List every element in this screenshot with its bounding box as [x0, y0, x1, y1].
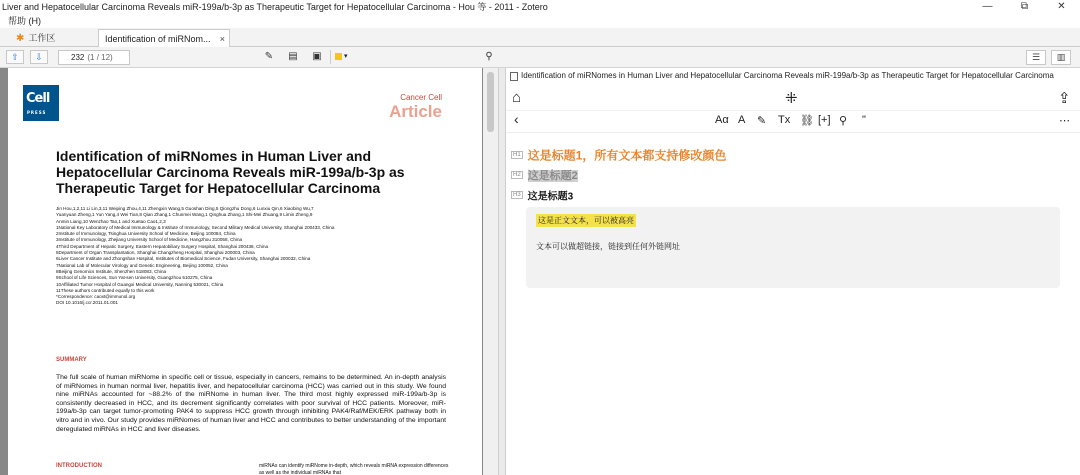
author-line: Yuanyuan Zheng,1 Yun Yang,4 Wei Tian,8 Qian Zhang,1 Chunmei Wang,1 Qinghua Zhang,1 Shi-Mei Zhuang,9 Limin Zheng,9: [56, 212, 313, 218]
highlight-pen-icon[interactable]: ✎: [264, 51, 274, 62]
search-icon[interactable]: ⚲: [839, 115, 848, 127]
article-title: Identification of miRNomes in Human Liver and Hepatocellular Carcinoma Reveals miR-199a/b-3p as Therapeutic Target for Hepatocellular Carcinoma: [56, 148, 405, 196]
document-icon: [510, 72, 518, 81]
note-annotation-icon[interactable]: ▤: [288, 51, 298, 62]
heading-1-row[interactable]: [511, 146, 726, 164]
affiliation-line: 4Third Department of Hepatic Surgery, Eastern Hepatobiliary Surgery Hospital, Shanghai 200438, China: [56, 243, 269, 249]
highlight-icon[interactable]: ✎: [757, 115, 767, 127]
chevron-down-icon: ▾: [343, 53, 348, 60]
quote-icon[interactable]: ": [862, 114, 866, 126]
clear-format-icon[interactable]: Tx: [778, 114, 791, 126]
tab-library-label: 工作区: [28, 33, 56, 43]
link-icon[interactable]: ⛓: [800, 115, 814, 127]
toggle-sidebar-button[interactable]: ☰: [1026, 50, 1046, 65]
pdf-scrollbar[interactable]: [483, 68, 498, 475]
author-affiliations: [56, 206, 446, 307]
journal-header: [389, 93, 442, 122]
affiliation-line: 5Department of Organ Transplantation, Shanghai Changzheng Hospital, Shanghai 200003, China: [56, 250, 255, 256]
scrollbar-thumb[interactable]: [487, 72, 494, 132]
highlighted-text[interactable]: 这是正文文本，可以被高亮: [538, 216, 634, 225]
previous-page-button[interactable]: ⇧: [6, 50, 24, 64]
introduction-heading: INTRODUCTION: [56, 463, 102, 469]
close-window-button[interactable]: ✕: [1057, 1, 1066, 12]
home-icon[interactable]: ⌂: [512, 89, 522, 106]
window-controls: [969, 0, 1080, 14]
note-nav-bar: [506, 85, 1080, 111]
reader-toolbar: [0, 47, 1080, 68]
text-color-icon[interactable]: A: [738, 114, 746, 126]
heading-2[interactable]: 这是标题2: [527, 169, 578, 182]
logo-text: Cell: [26, 91, 50, 106]
page-number-input[interactable]: [58, 50, 130, 65]
heading-3-row[interactable]: [511, 186, 573, 204]
affiliation-line: 8Beijing Genomics Institute, Shenzhen 518083, China: [56, 268, 167, 274]
note-header: [506, 68, 1080, 84]
pdf-page: [8, 68, 482, 475]
menu-help[interactable]: 帮助 (H): [8, 16, 41, 26]
back-icon[interactable]: ‹: [514, 111, 519, 127]
tab-bar: [0, 28, 1080, 47]
menubar: [0, 14, 1080, 28]
toolbar-divider: [330, 50, 331, 64]
more-icon[interactable]: ⋯: [1059, 115, 1070, 127]
affiliation-line: 9School of Life Sciences, Sun Yat-sen University, Guangzhou 510275, China: [56, 275, 213, 281]
note-parent-title[interactable]: Identification of miRNomes in Human Liver and Hepatocellular Carcinoma Reveals miR-199a/b-3p as Therapeutic Target for Hepatocellular Carcinoma: [521, 71, 1054, 80]
author-line: Anmin Liang,10 Wenzhao Tao,1 and Xuetao Cao1,2,3: [56, 218, 166, 224]
maximize-button[interactable]: ⧉: [1020, 1, 1029, 12]
affiliation-line: 6Liver Cancer Institute and Zhongshan Hospital, Institutes of Biomedical Science, Fudan University, Shanghai 200032, China: [56, 256, 311, 262]
affiliation-line: 11These authors contributed equally to this work: [56, 287, 155, 293]
font-size-icon[interactable]: Aα: [715, 114, 729, 126]
minimize-button[interactable]: —: [982, 1, 993, 12]
search-icon[interactable]: ⚲: [485, 51, 493, 62]
tab-document[interactable]: [98, 29, 230, 47]
heading-3[interactable]: 这是标题3: [527, 191, 574, 203]
article-type: Article: [389, 102, 442, 121]
tab-document-label: Identification of miRNom...: [105, 34, 211, 44]
area-select-icon[interactable]: ▣: [312, 51, 322, 62]
affiliation-line: 2Institute of Immunology, Tsinghua University School of Medicine, Beijing 100084, China: [56, 231, 236, 237]
window-title: Liver and Hepatocellular Carcinoma Reveals miR-199a/b-3p as Therapeutic Target for Hepatocellular Carcinoma - Hou 等 - 2011 - Zotero: [2, 2, 548, 12]
pdf-viewer[interactable]: [0, 68, 498, 475]
note-editor-pane: [506, 68, 1080, 475]
insert-citation-icon[interactable]: [+]: [818, 114, 831, 126]
summary-text: The full scale of human miRNome in specific cell or tissue, especially in cancers, remains to be determined. An in-depth analysis of miRNomes in human normal liver, hepatitis liver, and hepatocellular carcinoma (HCC) was carried out in this study. We found nine miRNAs accounted for ~88.2% of the miRNome in human liver. The third most highly expressed miR-199a/b-3p is consistently decreased in HCC, and its decrement significantly correlates with poor survival of HCC patients. Moreover, miR-199a/b-3p can target tumor-promoting PAK4 to suppress HCC growth through inhibiting PAK4/Raf/MEK/ERK pathway both in vitro and in vivo. Our study provides miRNomes of human liver and HCC and contributes to better understanding of the important deregulated miRNAs in HCC and liver diseases.: [56, 374, 446, 433]
window-titlebar: [0, 0, 1080, 14]
cell-press-logo: [23, 85, 59, 121]
heading-2-row[interactable]: [511, 166, 578, 184]
summary-heading: SUMMARY: [56, 357, 87, 363]
affiliation-line: 10Affiliated Tumor Hospital of Guangxi Medical University, Nanning 530021, China: [56, 281, 224, 287]
blockquote[interactable]: [526, 207, 1060, 288]
h1-tag: H1: [513, 151, 521, 158]
next-page-button[interactable]: ⇩: [30, 50, 48, 64]
doi-line: DOI 10.1016/j.ccr.2011.01.001: [56, 300, 118, 306]
affiliation-line: 7National Lab of Molecular Virology and Genetic Engineering, Beijing 100052, China: [56, 262, 228, 268]
pane-splitter[interactable]: [498, 68, 506, 475]
introduction-text: miRNAs can identify miRNome in-depth, which reveals miRNA expression differences as well as the individual miRNAs that: [259, 463, 449, 475]
toggle-notes-button[interactable]: ▥: [1051, 50, 1071, 65]
correspondence-line: *Correspondence: caoxt@immunol.org: [56, 294, 136, 300]
share-icon[interactable]: ⇪: [1058, 90, 1071, 107]
logo-subtext: PRESS: [27, 110, 47, 115]
graph-icon[interactable]: ⁜: [785, 90, 798, 107]
h3-tag: H3: [513, 191, 521, 198]
h2-tag: H2: [513, 171, 521, 178]
page-number-value: 232: [71, 53, 85, 62]
note-format-toolbar: [506, 111, 1080, 133]
library-icon: ✱: [16, 33, 25, 44]
heading-1[interactable]: 这是标题1，所有文本都支持修改颜色: [527, 148, 727, 163]
affiliation-line: 1National Key Laboratory of Medical Immunology & Institute of Immunology, Second Military Medical University, Shanghai 200433, China: [56, 224, 335, 230]
tab-library[interactable]: [10, 29, 88, 47]
color-swatch: [335, 53, 342, 60]
page-total: (1 / 12): [87, 53, 113, 62]
author-line: Jin Hou,1,2,11 Li Lin,3,11 Weiping Zhou,4,11 Zhengxin Wang,5 Guoshan Ding,5 Qiongzhu Dong,6 Lunxiu Qin,6 Xiaobing Wu,7: [56, 206, 314, 211]
color-picker[interactable]: [335, 50, 357, 64]
body-text[interactable]: 文本可以做超链接，链接到任何外链网址: [536, 242, 680, 251]
journal-name: Cancer Cell: [400, 93, 442, 102]
tab-close-icon[interactable]: ×: [219, 34, 225, 44]
affiliation-line: 3Institute of Immunology, Zhejiang University School of Medicine, Hangzhou 310058, China: [56, 237, 243, 243]
